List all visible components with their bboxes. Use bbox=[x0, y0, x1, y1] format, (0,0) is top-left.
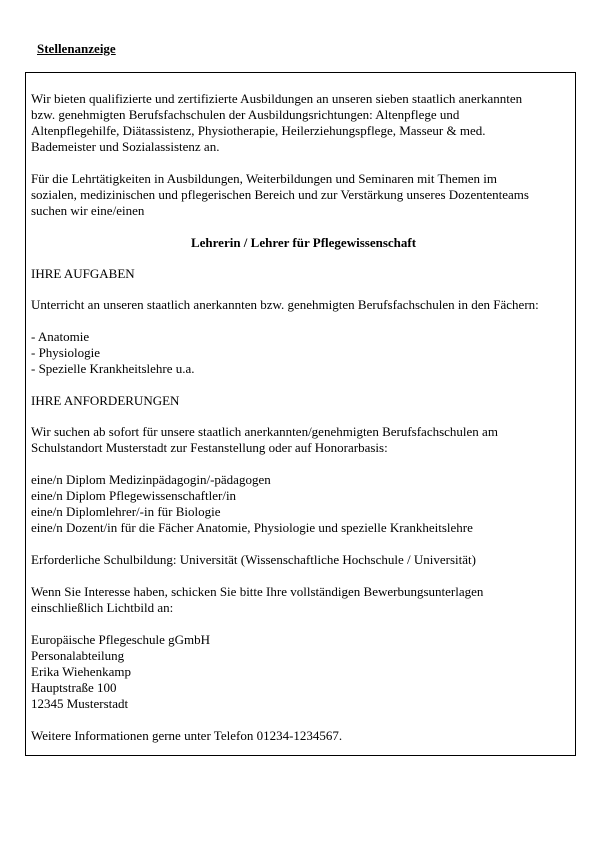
search-line: sozialen, medizinischen und pflegerischen Bereich und zur Verstärkung unseres Dozententeams bbox=[31, 187, 529, 202]
address-block bbox=[31, 632, 576, 712]
address-line: Hauptstraße 100 bbox=[31, 680, 117, 695]
intro-line: Bademeister und Sozialassistenz an. bbox=[31, 139, 220, 154]
subject-item: - Physiologie bbox=[31, 345, 100, 360]
address-line: Europäische Pflegeschule gGmbH bbox=[31, 632, 211, 647]
profile-item: eine/n Diplomlehrer/-in für Biologie bbox=[31, 504, 221, 519]
address-line: 12345 Musterstadt bbox=[31, 696, 129, 711]
application-paragraph bbox=[31, 584, 576, 616]
subject-item: - Anatomie bbox=[31, 329, 90, 344]
profile-item: eine/n Diplom Pflegewissenschaftler/in bbox=[31, 488, 237, 503]
profile-item: eine/n Diplom Medizinpädagogin/-pädagogen bbox=[31, 472, 271, 487]
search-line: Für die Lehrtätigkeiten in Ausbildungen, Weiterbildungen und Seminaren mit Themen im bbox=[31, 171, 498, 186]
footer-line: Weitere Informationen gerne unter Telefon 01234-1234567. bbox=[31, 728, 343, 743]
requirements-title: IHRE ANFORDERUNGEN bbox=[31, 393, 180, 408]
requirements-intro-line: Wir suchen ab sofort für unsere staatlich anerkannten/genehmigten Berufsfachschulen am bbox=[31, 424, 498, 439]
subjects-list bbox=[31, 329, 576, 377]
job-ad-content bbox=[31, 91, 576, 760]
requirements-intro-line: Schulstandort Musterstadt zur Festanstellung oder auf Honorarbasis: bbox=[31, 440, 388, 455]
address-line: Personalabteilung bbox=[31, 648, 125, 663]
education-requirement bbox=[31, 552, 576, 568]
search-line: suchen wir eine/einen bbox=[31, 203, 145, 218]
footer-contact bbox=[31, 728, 576, 744]
address-line: Erika Wiehenkamp bbox=[31, 664, 131, 679]
search-paragraph bbox=[31, 171, 576, 219]
intro-line: Wir bieten qualifizierte und zertifizierte Ausbildungen an unseren sieben staatlich anerkannten bbox=[31, 91, 523, 106]
position-title: Lehrerin / Lehrer für Pflegewissenschaft bbox=[190, 235, 417, 250]
application-line: Wenn Sie Interesse haben, schicken Sie bitte Ihre vollständigen Bewerbungsunterlagen bbox=[31, 584, 484, 599]
tasks-title: IHRE AUFGABEN bbox=[31, 266, 135, 281]
application-line: einschließlich Lichtbild an: bbox=[31, 600, 174, 615]
intro-line: Altenpflegehilfe, Diätassistenz, Physiotherapie, Heilerziehungspflege, Masseur & med. bbox=[31, 123, 486, 138]
subject-item: - Spezielle Krankheitslehre u.a. bbox=[31, 361, 195, 376]
requirements-intro bbox=[31, 424, 576, 456]
tasks-intro bbox=[31, 297, 576, 313]
intro-paragraph bbox=[31, 91, 576, 155]
page-heading: Stellenanzeige bbox=[37, 41, 116, 56]
tasks-intro-line: Unterricht an unseren staatlich anerkannten bzw. genehmigten Berufsfachschulen in den Fächern: bbox=[31, 297, 539, 312]
profiles-list bbox=[31, 472, 576, 536]
intro-line: bzw. genehmigten Berufsfachschulen der Ausbildungsrichtungen: Altenpflege und bbox=[31, 107, 460, 122]
profile-item: eine/n Dozent/in für die Fächer Anatomie, Physiologie und spezielle Krankheitslehre bbox=[31, 520, 473, 535]
education-line: Erforderliche Schulbildung: Universität (Wissenschaftliche Hochschule / Universität) bbox=[31, 552, 476, 567]
